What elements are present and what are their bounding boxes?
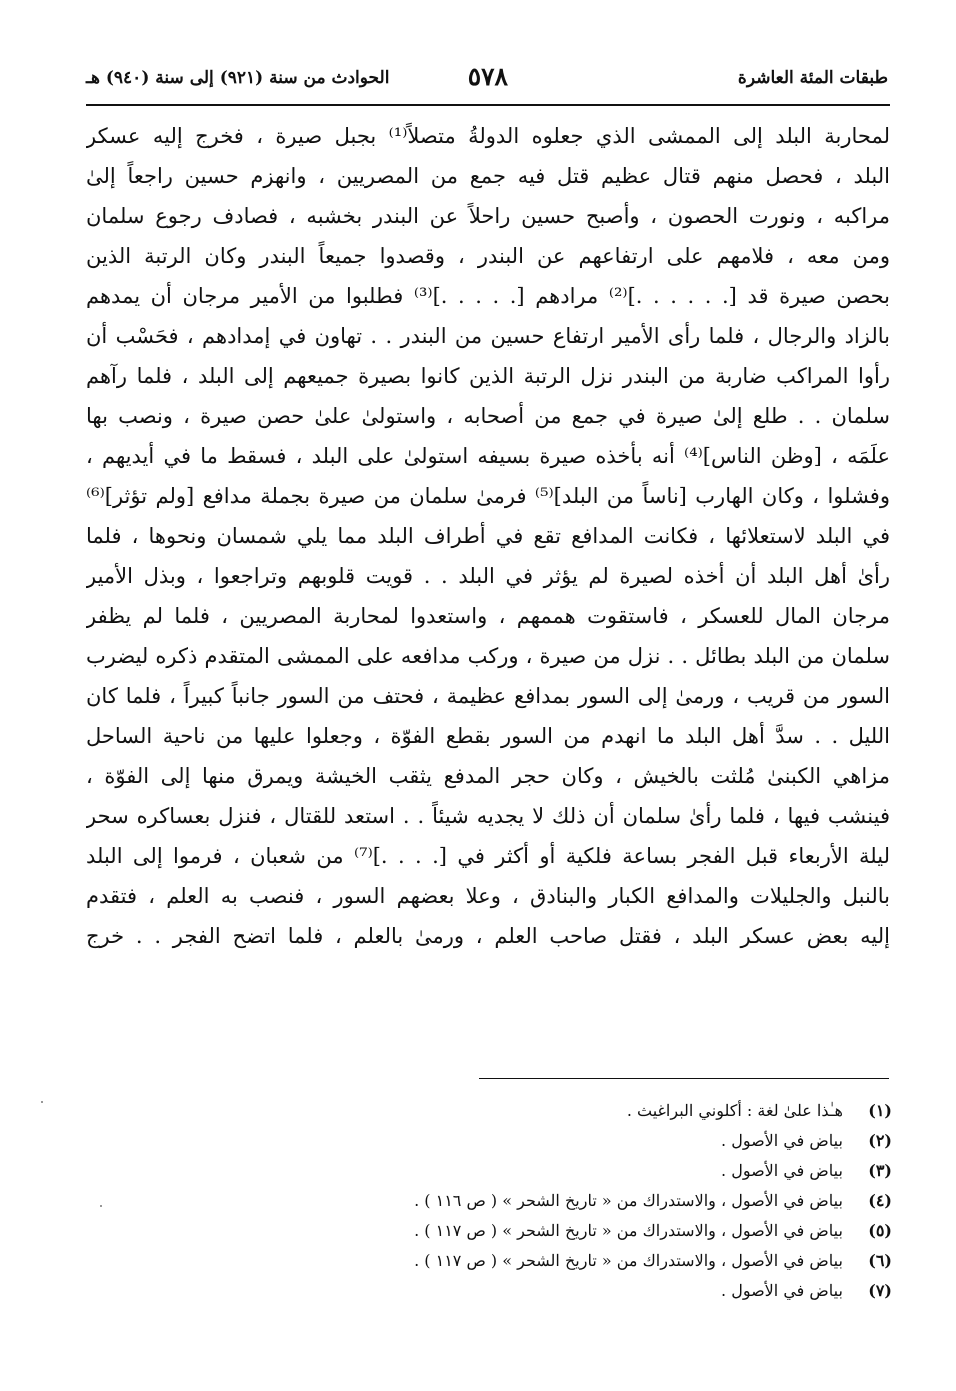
text-line: فينشب فيها ، فلما رأىٰ سلمان أن ذلك لا يجديه شيئاً . . استعد للقتال ، فنزل بعساكره سحر <box>86 804 890 828</box>
footnote-text: بياض في الأصول ، والاستدراك من « تاريخ الشحر » ( ص ١١٧ ) . <box>414 1221 843 1240</box>
footnote-item <box>332 1276 892 1306</box>
footnote-number: (٧) <box>868 1281 892 1300</box>
footnote-item <box>332 1186 892 1216</box>
running-title: طبقات المئة العاشرة <box>737 68 888 88</box>
text-line: علَمَه ، [وظن الناس]⁽⁴⁾ أنه بأخذه صيرة بسيفه استولىٰ على البلد ، فسقط ما في أيديهم ، <box>86 444 890 468</box>
text-line: لمحاربة البلد إلى الممشى الذي جعلوه الدولةُ متصلاً⁽¹⁾ بجبل صيرة ، فخرج إليه عسكر <box>86 124 890 148</box>
footnote-text: بياض في الأصول ، والاستدراك من « تاريخ الشحر » ( ص ١١٦ ) . <box>414 1191 843 1210</box>
footnote-number: (٥) <box>868 1221 892 1240</box>
footnote-number: (٤) <box>868 1191 892 1210</box>
footnote-text: بياض في الأصول . <box>721 1131 843 1150</box>
text-line: السور من قريب ، ورمىٰ إلى السور بمدافع عظيمة ، فحتف من السور جانباً كبيراً ، فلما كان <box>86 684 890 708</box>
footnote-text: بياض في الأصول . <box>721 1161 843 1180</box>
text-line: مراكبه ، ونورت الحصون ، وأصبح حسين راحلاً عن البندر بخشبه ، فصادف رجوع سلمان <box>86 204 890 228</box>
footnote-item <box>332 1156 892 1186</box>
footnote-number: (٢) <box>868 1131 892 1150</box>
scan-speck <box>100 1205 102 1207</box>
footnote-number: (١) <box>868 1101 892 1120</box>
footnote-number: (٣) <box>868 1161 892 1180</box>
footnote-divider <box>479 1078 889 1079</box>
text-line: سلمان من البلد بطائل . . نزل من صيرة ، وركب مدافعه على الممشى المتقدم ذكره ليضرب <box>86 644 890 668</box>
text-line: وفشلوا ، وكان الهارب [ناساً من البلد]⁽⁵⁾ فرمىٰ سلمان من صيرة بجملة مدافع [ولم تؤثر]⁽⁶⁾ <box>86 484 890 508</box>
text-line: سلمان . . طلع إلىٰ صيرة في جمع من أصحابه ، واستولىٰ علىٰ حصن صيرة ، ونصب بها <box>86 404 890 428</box>
text-line: الليل . . سدَّ أهل البلد ما انهدم من السور بقطع الفوّة ، وجعلوا عليها من ناحية الساحل <box>86 724 890 748</box>
footnote-text: بياض في الأصول ، والاستدراك من « تاريخ الشحر » ( ص ١١٧ ) . <box>414 1251 843 1270</box>
text-line: إليه بعض عسكر البلد ، فقتل صاحب العلم ، ورمىٰ بالعلم ، فلما اتضح الفجر . . خرج <box>86 924 890 948</box>
text-line: في البلد لاستعلائها ، فكانت المدافع تقع في أطراف البلد مما يلي شمسان ونحوها ، فلما <box>86 524 890 548</box>
footnote-text: هـٰذا علىٰ لغة : أكلوني البراغيث . <box>626 1101 843 1120</box>
footnotes-list <box>332 1096 892 1306</box>
text-line: بالنبل والجليلات والمدافع الكبار والبنادق ، وعلا بعضهم السور ، فنصب به العلم ، فتقدم <box>86 884 890 908</box>
page-number: ٥٧٨ <box>467 62 508 91</box>
text-line: مزاهي الكبنىٰ مُلثت بالخيش ، وكان حجر المدفع يثقب الخيشة ويمرق منها إلى الفوّة ، <box>86 764 890 788</box>
footnote-item <box>332 1126 892 1156</box>
text-line: بالزاد والرجال ، فلما رأى الأمير ارتفاع حسين من البندر . . تهاون في إمدادهم ، فحَسْب أن <box>86 324 890 348</box>
footnote-number: (٦) <box>868 1251 892 1270</box>
text-line: ليلة الأربعاء قبل الفجر بساعة فلكية أو أكثر في [. . . .]⁽⁷⁾ من شعبان ، فرموا إلى البلد <box>86 844 890 868</box>
text-line: ومن معه ، فلامهم على ارتفاعهم عن البندر ، وقصدوا جميعاً البندر وكان الرتبة الذين <box>86 244 890 268</box>
text-line: بحصن صيرة قد [. . . . . .]⁽²⁾ مرادهم [. . . . .]⁽³⁾ فطلبوا من الأمير مرجان أن يمدهم <box>86 284 890 308</box>
running-section: الحوادث من سنة (٩٢١) إلى سنة (٩٤٠) هـ <box>86 68 390 88</box>
main-text <box>86 116 890 956</box>
page-header <box>86 62 888 102</box>
footnote-text: بياض في الأصول . <box>721 1281 843 1300</box>
text-line: مرجان المال للعسكر ، فاستقوت هممهم ، واستعدوا لمحاربة المصريين ، فلما لم يظفر <box>86 604 890 628</box>
footnote-item <box>332 1246 892 1276</box>
text-line: البلد ، فحصل منهم قتال عظيم قتل فيه جمع من المصريين ، وانهزم حسين راجعاً إلىٰ <box>86 164 890 188</box>
text-line: رأىٰ أهل البلد أن أخذه لصيرة لم يؤثر في البلد . . قويت قلوبهم وتراجعوا ، وبذل الأمير <box>86 564 890 588</box>
header-divider <box>86 104 890 106</box>
scan-speck <box>41 1101 43 1103</box>
text-line: رأوا المراكب ضاربة من البندر نزل الرتبة الذين كانوا بصيرة جميعهم إلى البلد ، فلما رآهم <box>86 364 890 388</box>
footnote-item <box>332 1096 892 1126</box>
footnote-item <box>332 1216 892 1246</box>
